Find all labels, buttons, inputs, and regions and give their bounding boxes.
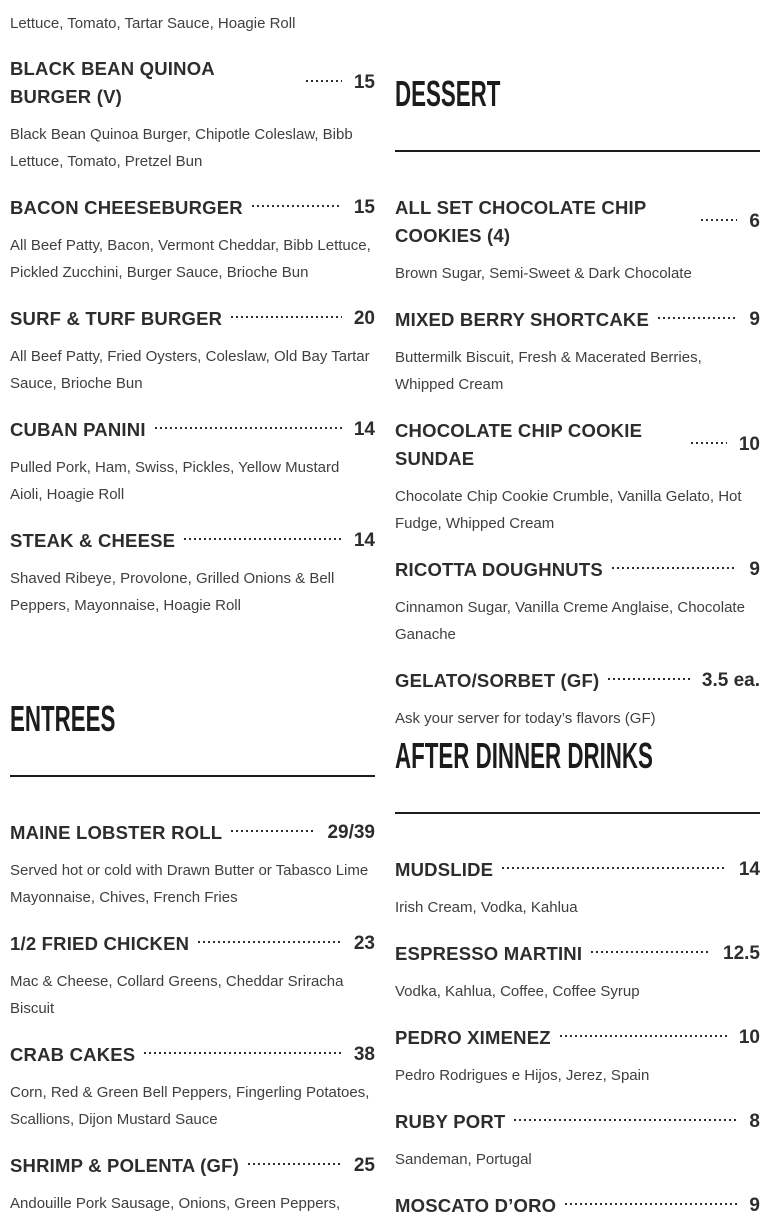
section-title: AFTER DINNER DRINKS bbox=[395, 735, 653, 776]
item-name: CUBAN PANINI bbox=[10, 419, 146, 440]
dotted-leader bbox=[184, 538, 342, 540]
menu-item bbox=[395, 940, 760, 1005]
item-header bbox=[395, 856, 760, 884]
item-header bbox=[395, 556, 760, 584]
section-entrees bbox=[10, 698, 375, 1217]
item-header bbox=[10, 1041, 375, 1069]
dotted-leader bbox=[198, 941, 342, 943]
dotted-leader bbox=[252, 205, 342, 207]
item-price: 29/39 bbox=[327, 822, 375, 843]
item-description: Cinnamon Sugar, Vanilla Creme Anglaise, Chocolate Ganache bbox=[395, 599, 745, 643]
item-name: ALL SET CHOCOLATE CHIP COOKIES (4) bbox=[395, 197, 647, 246]
item-price: 9 bbox=[749, 1195, 760, 1216]
item-description: Vodka, Kahlua, Coffee, Coffee Syrup bbox=[395, 983, 640, 1000]
section-divider bbox=[395, 812, 760, 814]
item-name: CHOCOLATE CHIP COOKIE SUNDAE bbox=[395, 420, 643, 469]
menu-item bbox=[395, 667, 760, 732]
item-description: Andouille Pork Sausage, Onions, Green Peppers, bbox=[10, 1195, 341, 1212]
item-header bbox=[395, 940, 760, 968]
item-name: SURF & TURF BURGER bbox=[10, 308, 223, 329]
menu-item bbox=[395, 417, 760, 537]
item-description: Brown Sugar, Semi-Sweet & Dark Chocolate bbox=[395, 265, 692, 282]
item-price: 20 bbox=[353, 308, 375, 329]
item-name: MOSCATO D’ORO bbox=[395, 1195, 557, 1216]
menu-item bbox=[395, 306, 760, 398]
item-name: BACON CHEESEBURGER bbox=[10, 197, 243, 218]
section-after-dinner-drinks bbox=[395, 735, 760, 1220]
dotted-leader bbox=[231, 316, 342, 318]
item-description: Mac & Cheese, Collard Greens, Cheddar Sriracha Biscuit bbox=[10, 973, 344, 1017]
menu-item bbox=[10, 416, 375, 508]
dotted-leader bbox=[560, 1035, 727, 1037]
menu-item bbox=[395, 1192, 760, 1220]
dotted-leader bbox=[701, 219, 737, 221]
dotted-leader bbox=[306, 80, 342, 82]
item-description: Buttermilk Biscuit, Fresh & Macerated Berries, Whipped Cream bbox=[395, 349, 702, 393]
menu-item bbox=[10, 194, 375, 286]
item-price: 38 bbox=[353, 1044, 375, 1065]
menu-item bbox=[395, 556, 760, 648]
item-description: All Beef Patty, Bacon, Vermont Cheddar, Bibb Lettuce, Pickled Zucchini, Burger Sauce, Brioche Bun bbox=[10, 237, 371, 281]
item-price: 10 bbox=[738, 1027, 760, 1048]
item-header bbox=[10, 194, 375, 222]
item-name: ESPRESSO MARTINI bbox=[395, 943, 583, 964]
item-name: RUBY PORT bbox=[395, 1111, 506, 1132]
item-name: PEDRO XIMENEZ bbox=[395, 1027, 551, 1048]
item-header bbox=[395, 306, 760, 334]
item-description: Shaved Ribeye, Provolone, Grilled Onions & Bell Peppers, Mayonnaise, Hoagie Roll bbox=[10, 570, 335, 614]
item-header bbox=[10, 930, 375, 958]
menu-item bbox=[10, 1041, 375, 1133]
item-description: Black Bean Quinoa Burger, Chipotle Coleslaw, Bibb Lettuce, Tomato, Pretzel Bun bbox=[10, 126, 353, 170]
menu-item bbox=[395, 1108, 760, 1173]
item-header bbox=[10, 1152, 375, 1180]
item-description: Ask your server for today’s flavors (GF) bbox=[395, 710, 656, 727]
item-description: Served hot or cold with Drawn Butter or Tabasco Lime Mayonnaise, Chives, French Fries bbox=[10, 862, 369, 906]
section-divider bbox=[395, 150, 760, 152]
item-name: GELATO/SORBET (GF) bbox=[395, 670, 600, 691]
dotted-leader bbox=[565, 1203, 737, 1205]
dotted-leader bbox=[144, 1052, 342, 1054]
item-name: 1/2 FRIED CHICKEN bbox=[10, 933, 190, 954]
dotted-leader bbox=[691, 442, 727, 444]
item-price: 15 bbox=[353, 72, 375, 93]
dotted-leader bbox=[514, 1119, 737, 1121]
item-header bbox=[10, 416, 375, 444]
item-description: Irish Cream, Vodka, Kahlua bbox=[395, 899, 578, 916]
item-price: 14 bbox=[353, 530, 375, 551]
section-title: DESSERT bbox=[395, 73, 501, 114]
section-title: ENTREES bbox=[10, 698, 116, 739]
item-description: Sandeman, Portugal bbox=[395, 1151, 532, 1168]
item-name: SHRIMP & POLENTA (GF) bbox=[10, 1155, 239, 1176]
item-name: STEAK & CHEESE bbox=[10, 530, 176, 551]
item-name: MUDSLIDE bbox=[395, 859, 494, 880]
item-description-continuation: Lettuce, Tomato, Tartar Sauce, Hoagie Roll bbox=[10, 15, 296, 32]
item-description: All Beef Patty, Fried Oysters, Coleslaw, Old Bay Tartar Sauce, Brioche Bun bbox=[10, 348, 370, 392]
item-header bbox=[395, 194, 760, 250]
item-price: 6 bbox=[749, 211, 760, 232]
item-name: MIXED BERRY SHORTCAKE bbox=[395, 309, 649, 330]
dotted-leader bbox=[608, 678, 690, 680]
item-price: 10 bbox=[738, 434, 760, 455]
menu-item bbox=[10, 819, 375, 911]
menu-column-left bbox=[10, 0, 375, 1217]
item-name: MAINE LOBSTER ROLL bbox=[10, 822, 223, 843]
menu-item bbox=[395, 194, 760, 287]
item-header bbox=[395, 1024, 760, 1052]
item-header bbox=[395, 1108, 760, 1136]
item-price: 14 bbox=[738, 859, 760, 880]
item-price: 14 bbox=[353, 419, 375, 440]
item-price: 8 bbox=[749, 1111, 760, 1132]
item-price: 9 bbox=[749, 559, 760, 580]
dotted-leader bbox=[502, 867, 727, 869]
item-header bbox=[395, 417, 760, 473]
item-price: 23 bbox=[353, 933, 375, 954]
item-name: RICOTTA DOUGHNUTS bbox=[395, 559, 603, 580]
menu-item bbox=[10, 1152, 375, 1217]
item-name: BLACK BEAN QUINOA BURGER (V) bbox=[10, 58, 215, 107]
item-price: 9 bbox=[749, 309, 760, 330]
menu-item bbox=[10, 527, 375, 619]
menu-item bbox=[395, 856, 760, 921]
menu-item bbox=[10, 305, 375, 397]
section-divider bbox=[10, 775, 375, 777]
item-price: 25 bbox=[353, 1155, 375, 1176]
item-description: Chocolate Chip Cookie Crumble, Vanilla Gelato, Hot Fudge, Whipped Cream bbox=[395, 488, 742, 532]
menu-item bbox=[10, 930, 375, 1022]
item-name: CRAB CAKES bbox=[10, 1044, 136, 1065]
item-header bbox=[10, 527, 375, 555]
item-description: Corn, Red & Green Bell Peppers, Fingerling Potatoes, Scallions, Dijon Mustard Sauce bbox=[10, 1084, 370, 1128]
item-price: 3.5 ea. bbox=[701, 670, 760, 691]
menu-item bbox=[10, 55, 375, 175]
item-header bbox=[395, 667, 760, 695]
dotted-leader bbox=[612, 567, 738, 569]
menu-column-right bbox=[395, 0, 760, 1220]
item-header bbox=[10, 819, 375, 847]
item-header bbox=[395, 1192, 760, 1220]
item-header bbox=[10, 55, 375, 111]
item-header bbox=[10, 305, 375, 333]
dotted-leader bbox=[248, 1163, 342, 1165]
section-dessert bbox=[395, 73, 760, 732]
item-price: 12.5 bbox=[723, 943, 760, 964]
menu-item bbox=[395, 1024, 760, 1089]
dotted-leader bbox=[591, 951, 711, 953]
item-price: 15 bbox=[353, 197, 375, 218]
dotted-leader bbox=[231, 830, 315, 832]
item-description: Pulled Pork, Ham, Swiss, Pickles, Yellow Mustard Aioli, Hoagie Roll bbox=[10, 459, 340, 503]
dotted-leader bbox=[155, 427, 342, 429]
item-description: Pedro Rodrigues e Hijos, Jerez, Spain bbox=[395, 1067, 650, 1084]
dotted-leader bbox=[658, 317, 737, 319]
